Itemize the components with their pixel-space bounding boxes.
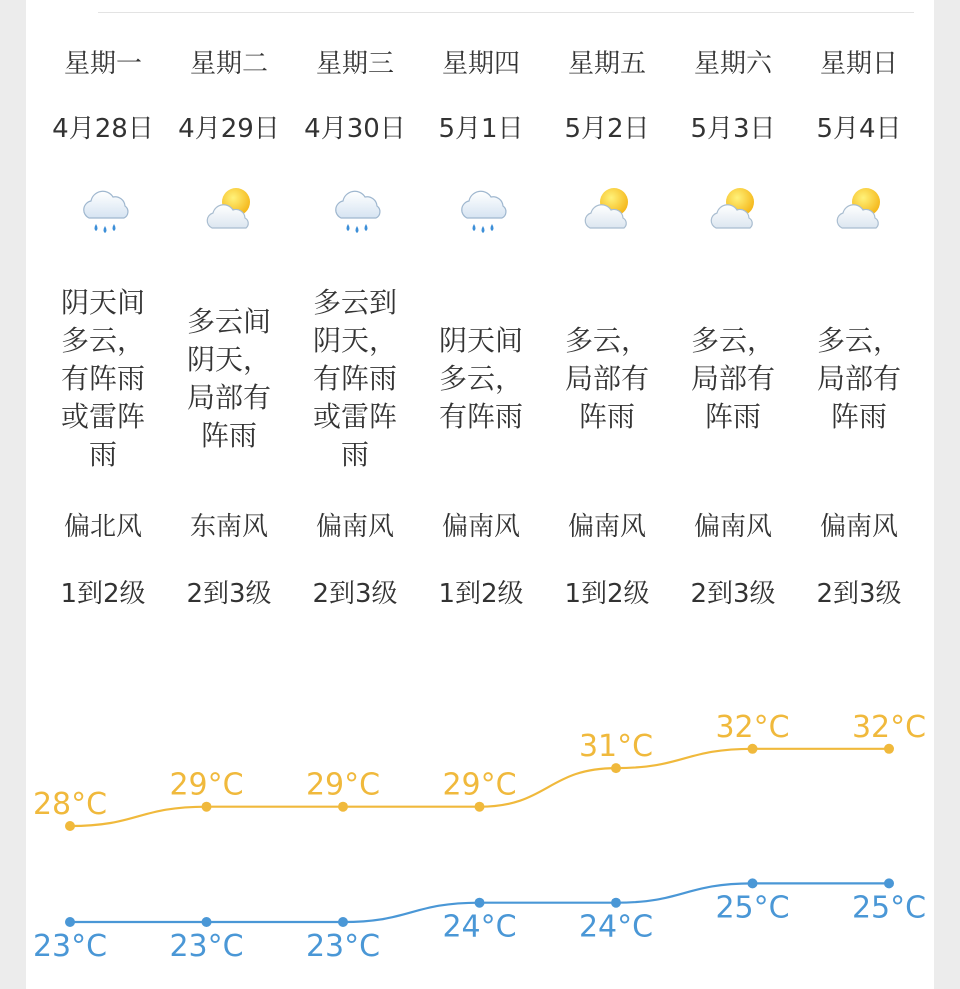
low-temp-label: 23°C	[305, 929, 381, 964]
wind-level: 1到2级	[564, 579, 650, 609]
weather-description: 多云，局部有阵雨	[816, 324, 901, 433]
high-temp-point	[338, 802, 348, 812]
high-temp-point	[202, 802, 212, 812]
high-temp-label: 29°C	[442, 767, 517, 803]
high-temp-label: 29°C	[305, 767, 381, 803]
wind-direction: 偏南风	[693, 512, 772, 542]
wind-direction: 东南风	[189, 512, 268, 542]
low-temp-point	[611, 898, 621, 908]
weather-description: 阴天间多云，有阵雨	[438, 324, 523, 433]
high-temp-point	[748, 744, 758, 754]
low-temp-point	[475, 898, 485, 908]
wind-direction: 偏南风	[819, 512, 898, 542]
wind-level: 2到3级	[690, 579, 776, 609]
wind-level: 2到3级	[816, 579, 902, 609]
wind-direction: 偏南风	[441, 512, 520, 542]
wind-direction: 偏南风	[567, 512, 646, 542]
date-label: 5月4日	[816, 114, 902, 144]
low-temp-point	[748, 878, 758, 888]
high-temp-label: 32°C	[715, 709, 790, 745]
high-temp-point	[65, 821, 75, 831]
low-temp-point	[884, 878, 894, 888]
weekday-label: 星期二	[189, 49, 268, 79]
low-temp-label: 23°C	[169, 929, 244, 964]
date-label: 5月2日	[564, 114, 650, 144]
high-temp-point	[475, 802, 485, 812]
high-temp-point	[611, 763, 621, 773]
high-temp-point	[884, 744, 894, 754]
low-temp-point	[202, 917, 212, 927]
date-label: 5月1日	[438, 114, 524, 144]
date-label: 4月29日	[178, 114, 280, 144]
high-temp-label: 32°C	[851, 709, 927, 745]
low-temp-label: 25°C	[851, 890, 927, 926]
wind-direction: 偏北风	[63, 512, 142, 542]
weather-description: 多云到阴天，有阵雨或雷阵雨	[312, 286, 397, 471]
low-temp-point	[338, 917, 348, 927]
low-temp-point	[65, 917, 75, 927]
date-label: 5月3日	[690, 114, 776, 144]
weekday-label: 星期一	[63, 49, 142, 79]
date-label: 4月30日	[304, 114, 406, 144]
high-temp-label: 28°C	[32, 787, 108, 822]
weather-description: 多云，局部有阵雨	[564, 324, 649, 433]
wind-level: 1到2级	[60, 579, 146, 609]
weekday-label: 星期日	[819, 49, 898, 79]
date-label: 4月28日	[52, 114, 154, 144]
weather-description: 多云，局部有阵雨	[690, 324, 775, 433]
wind-level: 2到3级	[312, 579, 398, 609]
low-temp-label: 23°C	[32, 929, 108, 964]
low-temp-label: 25°C	[715, 890, 790, 926]
wind-level: 1到2级	[438, 579, 524, 609]
weather-description: 阴天间多云，有阵雨或雷阵雨	[60, 286, 145, 471]
weather-description: 多云间阴天，局部有阵雨	[186, 305, 271, 452]
weekday-label: 星期四	[441, 49, 520, 79]
low-temp-label: 24°C	[578, 909, 654, 945]
low-temp-label: 24°C	[442, 909, 517, 945]
weekday-label: 星期五	[567, 49, 646, 79]
wind-level: 2到3级	[186, 579, 272, 609]
wind-direction: 偏南风	[315, 512, 394, 542]
weekday-label: 星期六	[693, 49, 772, 79]
high-temp-label: 29°C	[169, 767, 244, 803]
high-temp-label: 31°C	[578, 729, 654, 765]
weekday-label: 星期三	[315, 49, 394, 79]
